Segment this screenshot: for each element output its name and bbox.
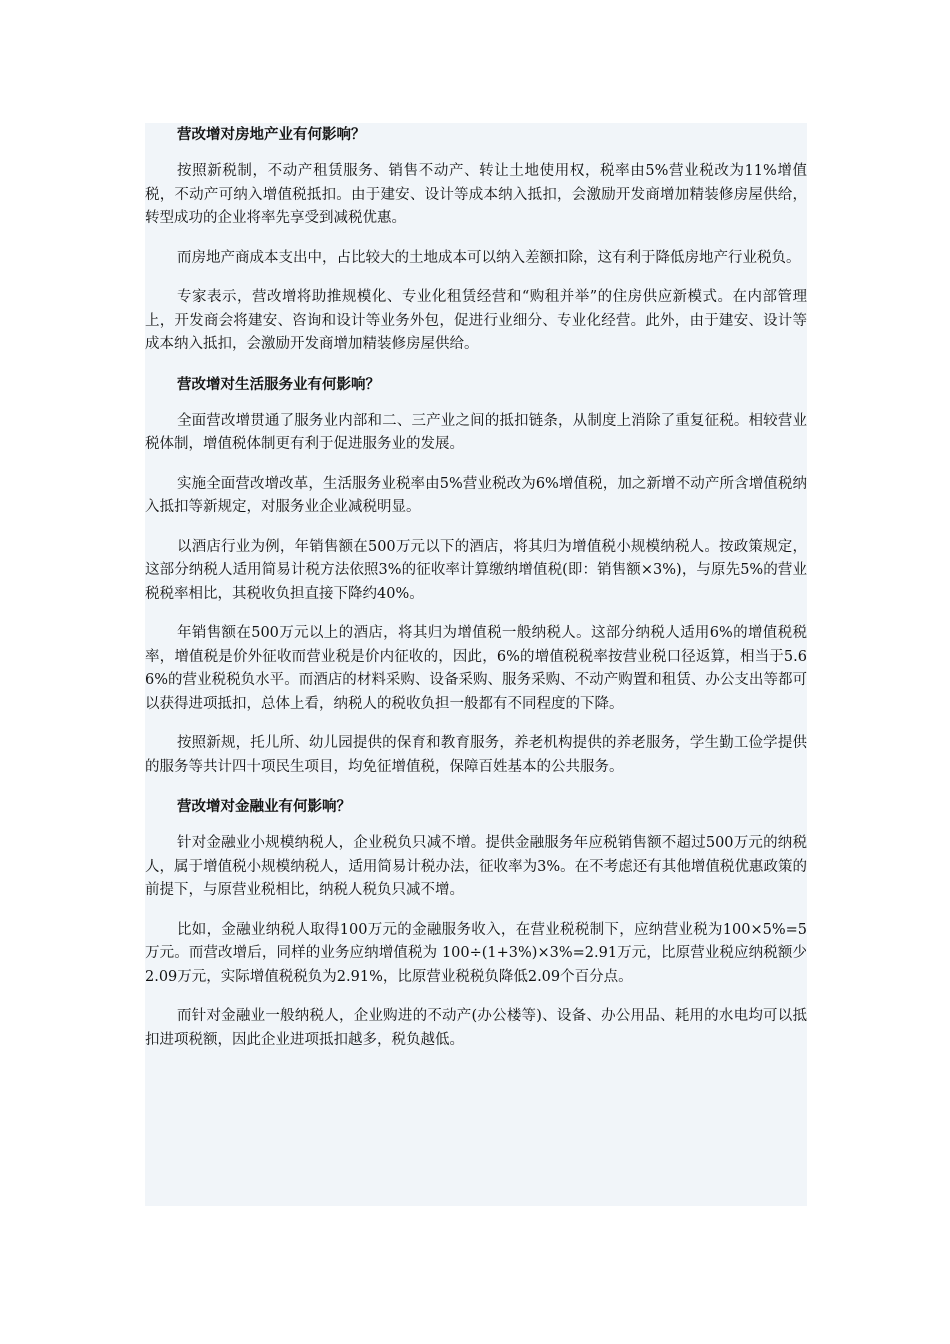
paragraph: 专家表示，营改增将助推规模化、专业化租赁经营和“购租并举”的住房供应新模式。在内部管理上，开发商会将建安、咨询和设计等业务外包，促进行业细分、专业化经营。此外，由于建安、设计等成本纳入抵扣，会激励开发商增加精装修房屋供给。 — [145, 289, 807, 352]
paragraph: 比如，金融业纳税人取得100万元的金融服务收入，在营业税税制下，应纳营业税为100×5%=5万元。而营改增后，同样的业务应纳增值税为 100÷(1+3%)×3%=2.91万元，比原营业税应纳税额少2.09万元，实际增值税税负为2.91%，比原营业税税负降低2.09个百分点。 — [145, 921, 807, 985]
paragraph: 全面营改增贯通了服务业内部和二、三产业之间的抵扣链条，从制度上消除了重复征税。相较营业税体制，增值税体制更有利于促进服务业的发展。 — [145, 412, 807, 452]
paragraph: 针对金融业小规模纳税人，企业税负只减不增。提供金融服务年应税销售额不超过500万元的纳税人，属于增值税小规模纳税人，适用简易计税办法，征收率为3%。在不考虑还有其他增值税优惠政策的前提下，与原营业税相比，纳税人税负只减不增。 — [145, 835, 807, 898]
paragraph: 年销售额在500万元以上的酒店，将其归为增值税一般纳税人。这部分纳税人适用6%的增值税税率，增值税是价外征收而营业税是价内征收的，因此，6%的增值税税率按营业税口径返算，相当于5.66%的营业税税负水平。而酒店的材料采购、设备采购、服务采购、不动产购置和租赁、办公支出等都可以获得进项抵扣，总体上看，纳税人的税收负担一般都有不同程度的下降。 — [145, 625, 807, 712]
article-body — [145, 123, 807, 1206]
section-heading-real-estate: 营改增对房地产业有何影响？ — [177, 126, 366, 143]
paragraph: 而针对金融业一般纳税人，企业购进的不动产(办公楼等)、设备、办公用品、耗用的水电均可以抵扣进项税额，因此企业进项抵扣越多，税负越低。 — [145, 1008, 807, 1048]
section-heading-life-services: 营改增对生活服务业有何影响？ — [177, 375, 380, 393]
paragraph: 而房地产商成本支出中，占比较大的土地成本可以纳入差额扣除，这有利于降低房地产行业税负。 — [177, 249, 801, 266]
section-heading-finance: 营改增对金融业有何影响？ — [177, 798, 351, 815]
paragraph: 按照新税制，不动产租赁服务、销售不动产、转让土地使用权，税率由5%营业税改为11%增值税，不动产可纳入增值税抵扣。由于建安、设计等成本纳入抵扣，会激励开发商增加精装修房屋供给，转型成功的企业将率先享受到减税优惠。 — [145, 163, 807, 226]
paragraph: 按照新规，托儿所、幼儿园提供的保育和教育服务，养老机构提供的养老服务，学生勤工俭学提供的服务等共计四十项民生项目，均免征增值税，保障百姓基本的公共服务。 — [145, 735, 807, 775]
paragraph: 实施全面营改增改革，生活服务业税率由5%营业税改为6%增值税，加之新增不动产所含增值税纳入抵扣等新规定，对服务业企业减税明显。 — [145, 475, 807, 515]
paragraph: 以酒店行业为例，年销售额在500万元以下的酒店，将其归为增值税小规模纳税人。按政策规定，这部分纳税人适用简易计税方法依照3%的征收率计算缴纳增值税(即：销售额×3%)，与原先5%的营业税税率相比，其税收负担直接下降约40%。 — [145, 538, 807, 602]
